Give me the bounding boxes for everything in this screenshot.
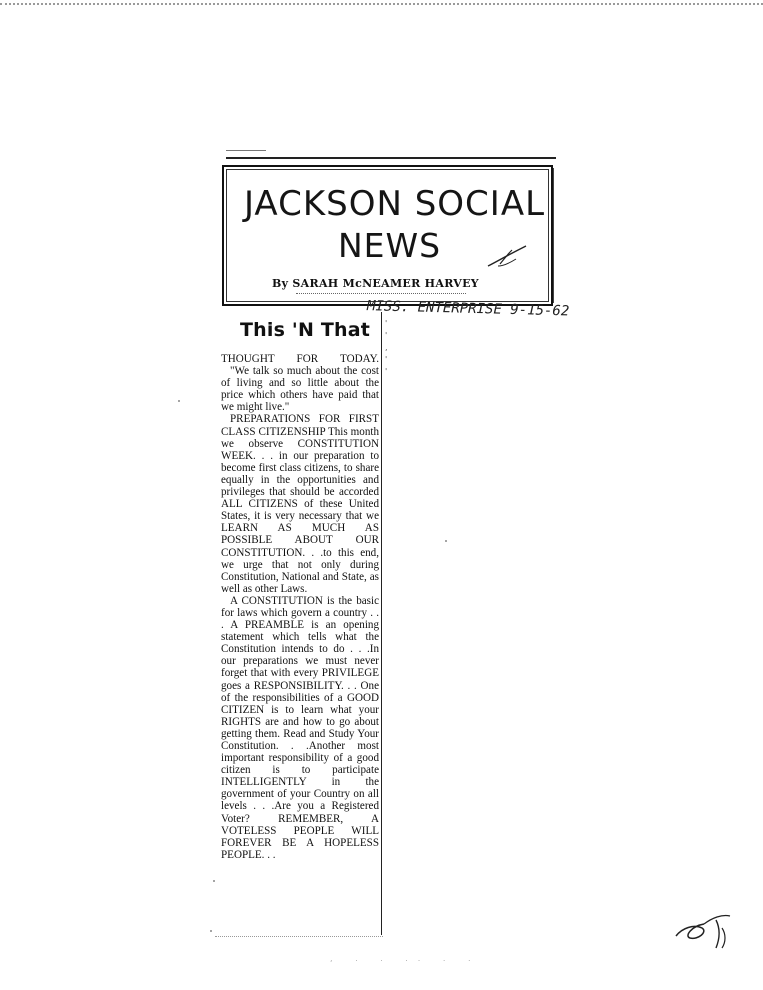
handwritten-initials-icon <box>672 906 734 952</box>
masthead-title-line-1: JACKSON SOCIAL <box>244 184 546 224</box>
margin-marks: ' ' , ' ' <box>385 319 388 376</box>
clipping-top-mark <box>226 150 266 151</box>
article-paragraph: A CONSTITUTION is the basic for laws which govern a country . . . A PREAMBLE is an opening statement which tells what the Constitution intends to do . . .In our preparations we must never forget that with every PRIVILEGE goes a RESPONSIBILITY. . . One of the responsibilities of a GOOD CITIZEN is to learn what your RIGHTS are and how to go about getting them. Read and Study Your Constitution. . .Another most important responsibility of a good citizen is to participate INTELLIGENTLY in the government of your Country on all levels . . .Are you a Registered Voter? REMEMBER, A VOTELESS PEOPLE WILL FOREVER BE A HOPELESS PEOPLE. . . <box>221 594 379 861</box>
scan-bottom-specks: , . . .. . . <box>330 954 481 963</box>
masthead-byline: By SARAH McNEAMER HARVEY <box>272 277 479 290</box>
column-title: This 'N That <box>240 319 371 341</box>
handwritten-check-icon <box>486 244 530 270</box>
scan-speck <box>210 930 212 932</box>
column-right-rule <box>381 312 382 935</box>
scan-speck <box>178 400 180 402</box>
article-body <box>221 353 379 861</box>
masthead-title-line-2: NEWS <box>338 226 442 265</box>
handwritten-source-note: MISS. ENTERPRISE 9-15-62 <box>366 298 570 320</box>
thought-heading: THOUGHT FOR TODAY. <box>221 353 379 365</box>
article-paragraph: PREPARATIONS FOR FIRST CLASS CITIZENSHIP This month we observe CONSTITUTION WEEK. . . in our preparation to become first class citizens, to share equally in the opportunities and privileges that should be accorded ALL CITIZENS of these United States, it is very necessary that we LEARN AS MUCH AS POSSIBLE ABOUT OUR CONSTITUTION. . .to this end, we urge that not only during Constitution, National and State, as well as other Laws. <box>221 413 379 595</box>
masthead-side-rule <box>553 168 554 303</box>
clipping-top-rule <box>226 157 556 159</box>
scan-edge-dots <box>0 3 763 5</box>
column-bottom-edge <box>215 936 383 937</box>
scan-speck <box>213 880 215 882</box>
byline-rule <box>296 293 466 294</box>
article-paragraph: "We talk so much about the cost of living and so little about the price which others have paid that we might live." <box>221 365 379 414</box>
scan-speck <box>445 540 447 542</box>
